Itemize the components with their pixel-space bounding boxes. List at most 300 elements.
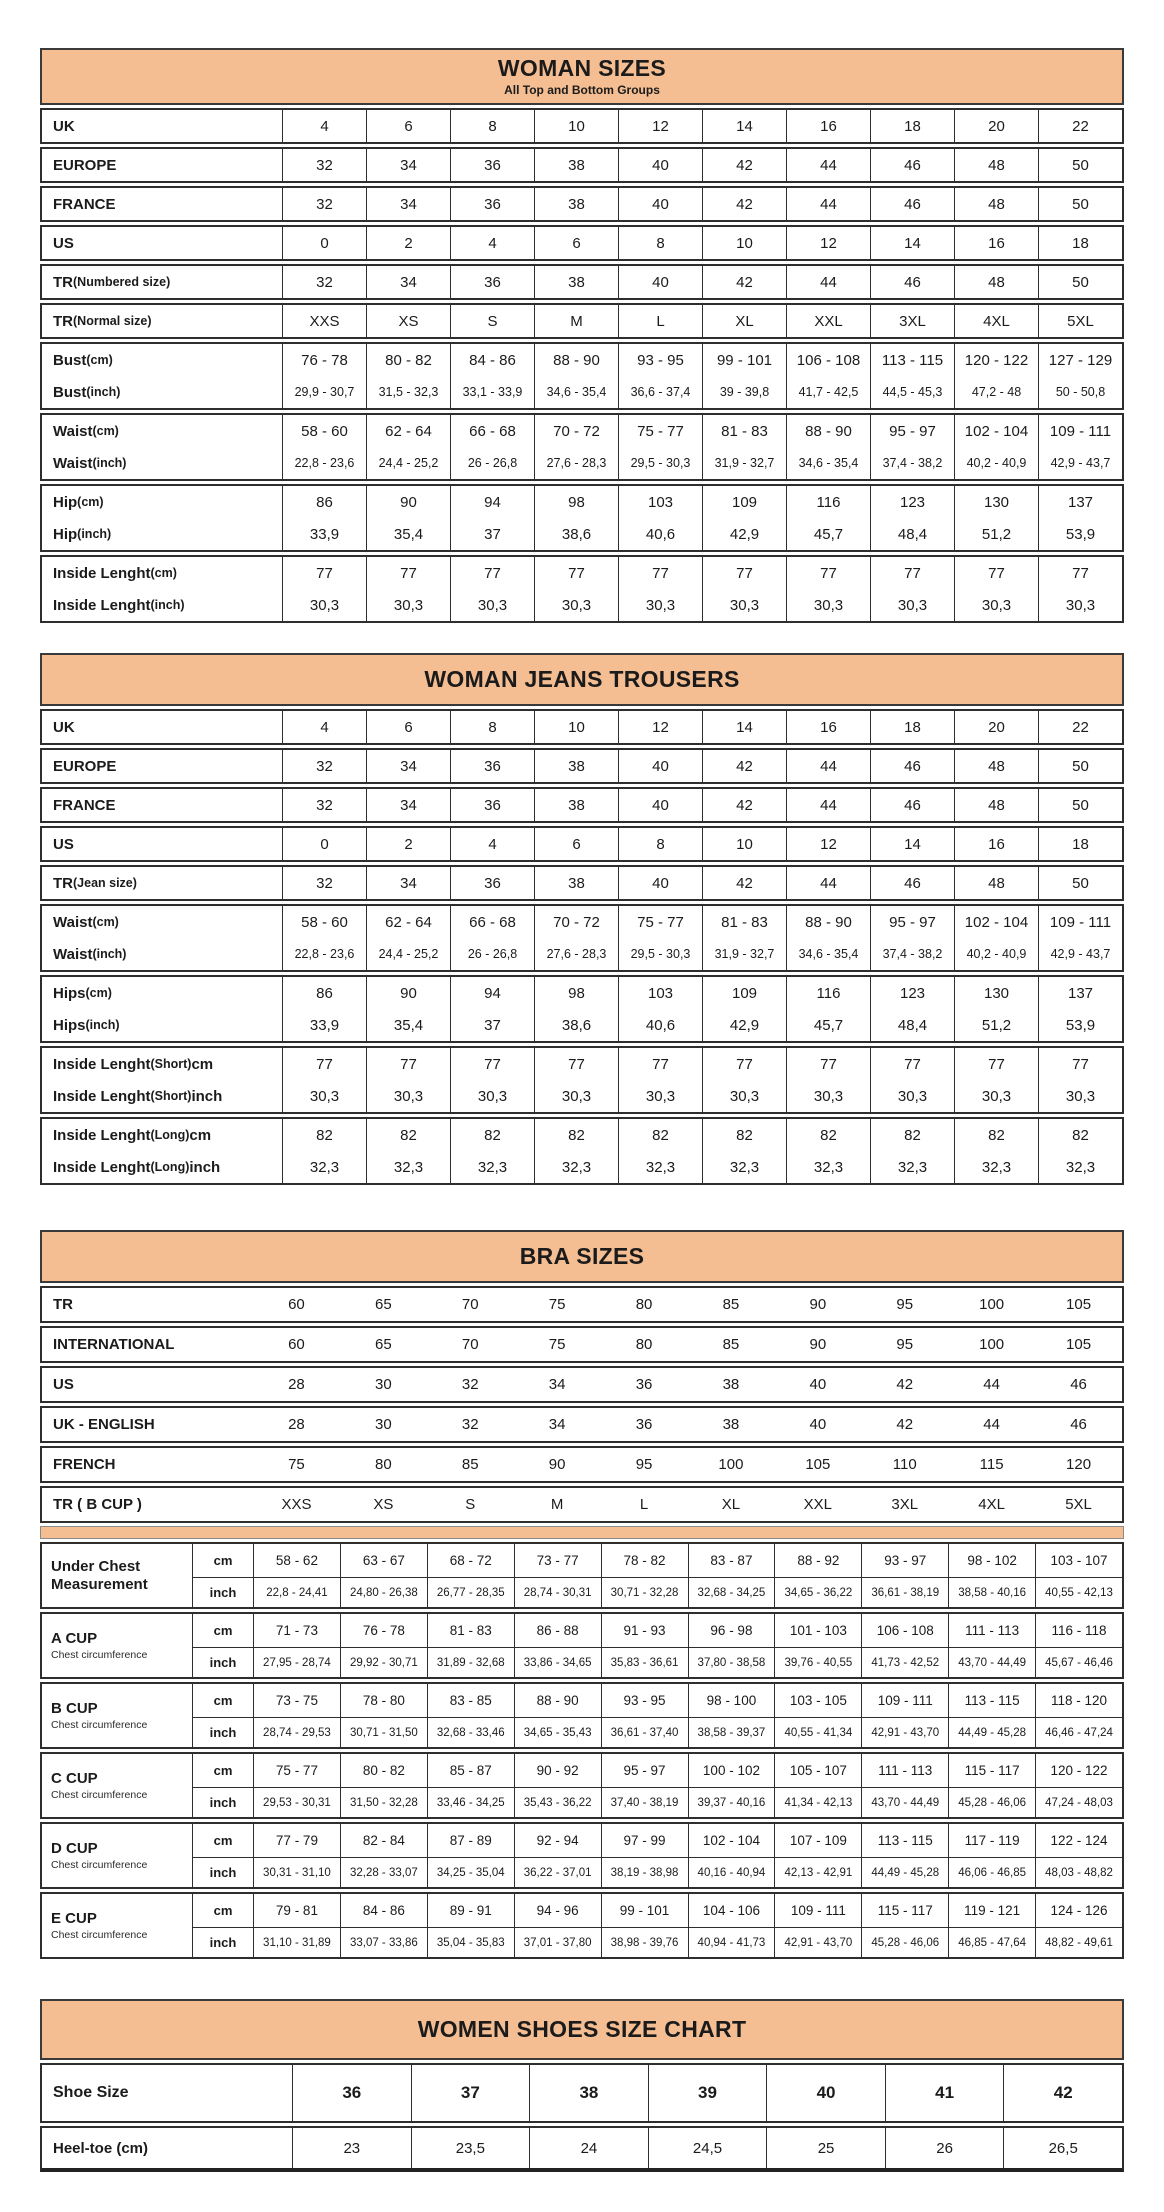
value-cell: 33,9 (282, 1009, 366, 1041)
value-cell: 22 (1038, 711, 1122, 743)
unit-cell: cm (192, 1684, 253, 1717)
value-cell: 107 - 109 (774, 1824, 861, 1857)
cup-group (40, 1542, 1124, 1609)
value-cell: 116 (786, 486, 870, 518)
value-cell: 14 (870, 227, 954, 259)
value-cell: 75 (548, 1336, 566, 1353)
row-label: TR (Numbered size) (53, 273, 171, 291)
value-cell: 4 (450, 227, 534, 259)
value-cell: 24,4 - 25,2 (366, 938, 450, 970)
value-cell: 35,83 - 36,61 (601, 1647, 688, 1677)
value-cell: 48 (954, 149, 1038, 181)
row-label: UK (53, 718, 75, 736)
table-group (40, 1446, 1124, 1483)
value-cell: 36 (450, 867, 534, 899)
value-cell: 77 (954, 557, 1038, 589)
value-cell: 70 (461, 1296, 479, 1313)
value-cell: 30,31 - 31,10 (253, 1857, 340, 1887)
value-cell: 50 - 50,8 (1038, 376, 1122, 408)
table-row (42, 227, 1122, 259)
value-cell: 5XL (1038, 305, 1122, 337)
value-cell: 38 (534, 266, 618, 298)
value-cell: 40 (766, 2065, 885, 2121)
value-cell: 30,3 (870, 1080, 954, 1112)
unit-cell: inch (192, 1857, 253, 1887)
value-cell: 28 (288, 1416, 305, 1433)
value-cell: 42 (896, 1376, 914, 1393)
value-cell: 30,3 (534, 1080, 618, 1112)
table-row (42, 188, 1122, 220)
value-cell: 111 - 113 (861, 1754, 948, 1787)
value-cell: 29,5 - 30,3 (618, 938, 702, 970)
value-cell: 32,3 (534, 1151, 618, 1183)
value-cell: 48,4 (870, 518, 954, 550)
cup-group (40, 1612, 1124, 1679)
value-cell: 115 - 117 (861, 1894, 948, 1927)
value-cell: 46,06 - 46,85 (948, 1857, 1035, 1887)
value-cell: 124 - 126 (1035, 1894, 1122, 1927)
value-cell: 51,2 (954, 518, 1038, 550)
value-cell: 44 (983, 1416, 1000, 1433)
value-cell: 46,46 - 47,24 (1035, 1717, 1122, 1747)
value-cell: 30 (375, 1416, 392, 1433)
row-label: Waist (inch) (53, 454, 127, 472)
value-cell: 30,3 (954, 1080, 1038, 1112)
value-cell: 106 - 108 (861, 1614, 948, 1647)
value-cell: M (534, 305, 618, 337)
value-cell: 40,2 - 40,9 (954, 447, 1038, 479)
value-cell: 98 (534, 977, 618, 1009)
value-cell: 26 - 26,8 (450, 447, 534, 479)
value-cell: 77 (786, 557, 870, 589)
value-cell: XS (373, 1496, 394, 1513)
value-cell: 123 (870, 977, 954, 1009)
table-group (40, 1486, 1124, 1523)
value-cell: 50 (1038, 149, 1122, 181)
woman-sizes-body (40, 108, 1124, 623)
value-cell: 25 (766, 2128, 885, 2168)
value-cell: 82 (1038, 1119, 1122, 1151)
value-cell: 31,89 - 32,68 (427, 1647, 514, 1677)
value-cell: 58 - 62 (253, 1544, 340, 1577)
woman-jeans-header (40, 653, 1124, 706)
value-cell: 90 (548, 1456, 566, 1473)
table-row (42, 1009, 1122, 1041)
value-cell: 26 - 26,8 (450, 938, 534, 970)
value-cell: 113 - 115 (948, 1684, 1035, 1717)
value-cell: 103 (618, 486, 702, 518)
value-cell: 85 (722, 1336, 740, 1353)
cup-label (42, 1614, 192, 1677)
value-cell: 34 (548, 1376, 566, 1393)
value-cell: 47,2 - 48 (954, 376, 1038, 408)
unit-cell: cm (192, 1754, 253, 1787)
value-cell: 30,3 (1038, 1080, 1122, 1112)
value-cell: 32,3 (702, 1151, 786, 1183)
value-cell: 30,3 (786, 1080, 870, 1112)
value-cell: 82 (702, 1119, 786, 1151)
value-cell: 77 (450, 1048, 534, 1080)
value-cell: 32 (461, 1416, 479, 1433)
value-cell: 36,6 - 37,4 (618, 376, 702, 408)
value-cell: 111 - 113 (948, 1614, 1035, 1647)
value-cell: 28,74 - 29,53 (253, 1717, 340, 1747)
value-cell: 6 (534, 828, 618, 860)
value-cell: 40,55 - 42,13 (1035, 1577, 1122, 1607)
value-cell: 42,91 - 43,70 (861, 1717, 948, 1747)
value-cell: 34 (366, 149, 450, 181)
row-label: Hips (inch) (53, 1016, 120, 1034)
cup-label-text: B CUP (51, 1700, 98, 1718)
table-row (42, 557, 1122, 589)
value-cell: 33,46 - 34,25 (427, 1787, 514, 1817)
value-cell: 36 (450, 266, 534, 298)
value-cell: 40,16 - 40,94 (688, 1857, 775, 1887)
value-cell: 94 - 96 (514, 1894, 601, 1927)
value-cell: 40 (618, 867, 702, 899)
value-cell: 36 (292, 2065, 411, 2121)
value-cell: 60 (288, 1296, 305, 1313)
table-row (42, 1368, 1122, 1401)
table-row (42, 867, 1122, 899)
value-cell: 40 (618, 789, 702, 821)
row-label: US (53, 835, 74, 853)
value-cell: 12 (786, 227, 870, 259)
value-cell: 8 (618, 227, 702, 259)
value-cell: 8 (450, 711, 534, 743)
value-cell: 38 (722, 1416, 740, 1433)
value-cell: 46 (870, 867, 954, 899)
value-cell: 58 - 60 (282, 906, 366, 938)
value-cell: 22,8 - 23,6 (282, 447, 366, 479)
unit-cell: inch (192, 1927, 253, 1957)
value-cell: 38,98 - 39,76 (601, 1927, 688, 1957)
value-cell: 12 (618, 110, 702, 142)
value-cell: 90 - 92 (514, 1754, 601, 1787)
value-cell: 36 (635, 1416, 653, 1433)
value-cell: 88 - 90 (786, 906, 870, 938)
value-cell: 26,5 (1003, 2128, 1122, 2168)
cup-label-text: E CUP (51, 1910, 97, 1928)
value-cell: 116 - 118 (1035, 1614, 1122, 1647)
value-cell: 26,77 - 28,35 (427, 1577, 514, 1607)
value-cell: 32 (282, 789, 366, 821)
table-group (40, 748, 1124, 784)
value-cell: 45,7 (786, 1009, 870, 1041)
value-cell: 45,28 - 46,06 (861, 1927, 948, 1957)
value-cell: 50 (1038, 750, 1122, 782)
table-row (42, 486, 1122, 518)
value-cell: 5XL (1065, 1496, 1092, 1513)
unit-cell: inch (192, 1717, 253, 1747)
value-cell: 36,61 - 37,40 (601, 1717, 688, 1747)
value-cell: 104 - 106 (688, 1894, 775, 1927)
value-cell: 36,61 - 38,19 (861, 1577, 948, 1607)
value-cell: 42 (702, 149, 786, 181)
value-cell: 85 (461, 1456, 479, 1473)
table-group (40, 787, 1124, 823)
cup-label (42, 1894, 192, 1957)
value-cell: 28,74 - 30,31 (514, 1577, 601, 1607)
value-cell: 46 (870, 789, 954, 821)
cup-label-text: C CUP (51, 1770, 98, 1788)
value-cell: XXS (281, 1496, 312, 1513)
value-cell: 24,5 (648, 2128, 767, 2168)
woman-sizes-subtitle: All Top and Bottom Groups (504, 83, 660, 97)
value-cell: 37,4 - 38,2 (870, 447, 954, 479)
value-cell: 63 - 67 (340, 1544, 427, 1577)
value-cell: 22,8 - 23,6 (282, 938, 366, 970)
value-cell: 46 (1070, 1376, 1087, 1393)
value-cell: 34 (548, 1416, 566, 1433)
value-cell: 41,73 - 42,52 (861, 1647, 948, 1677)
value-cell: 80 - 82 (366, 344, 450, 376)
value-cell: 82 (450, 1119, 534, 1151)
value-cell: 105 (805, 1456, 831, 1473)
value-cell: 77 (1038, 557, 1122, 589)
value-cell: 4XL (978, 1496, 1005, 1513)
value-cell: XXS (282, 305, 366, 337)
value-cell: XXL (786, 305, 870, 337)
value-cell: 100 (718, 1456, 744, 1473)
value-cell: 38 (534, 188, 618, 220)
value-cell: 30,3 (1038, 589, 1122, 621)
value-cell: 42 (896, 1416, 914, 1433)
value-cell: 38,6 (534, 518, 618, 550)
value-cell: 39,37 - 40,16 (688, 1787, 775, 1817)
table-row (42, 1488, 1122, 1521)
value-cell: 95 (896, 1336, 914, 1353)
value-cell: 95 - 97 (870, 906, 954, 938)
value-cell: 46,85 - 47,64 (948, 1927, 1035, 1957)
value-cell: 30,3 (702, 1080, 786, 1112)
woman-jeans-body (40, 709, 1124, 1185)
value-cell: 92 - 94 (514, 1824, 601, 1857)
value-cell: 46 (870, 750, 954, 782)
cup-label-text: Under Chest Measurement (51, 1558, 148, 1593)
value-cell: 0 (282, 227, 366, 259)
value-cell: 66 - 68 (450, 415, 534, 447)
table-group (40, 709, 1124, 745)
value-cell: 70 (461, 1336, 479, 1353)
value-cell: 29,5 - 30,3 (618, 447, 702, 479)
value-cell: 30,3 (366, 589, 450, 621)
value-cell: 30,3 (702, 589, 786, 621)
value-cell: 32 (461, 1376, 479, 1393)
value-cell: 44 (786, 789, 870, 821)
row-label: Hip (inch) (53, 525, 112, 543)
value-cell: 36 (450, 789, 534, 821)
value-cell: 27,95 - 28,74 (253, 1647, 340, 1677)
bra-sizes-table (40, 1230, 1124, 1959)
value-cell: 109 - 111 (774, 1894, 861, 1927)
row-label: Shoe Size (53, 2084, 129, 2101)
value-cell: 70 - 72 (534, 906, 618, 938)
value-cell: 44 (786, 750, 870, 782)
value-cell: 37,40 - 38,19 (601, 1787, 688, 1817)
table-group (40, 1117, 1124, 1185)
value-cell: 46 (870, 188, 954, 220)
table-row (42, 447, 1122, 479)
value-cell: 62 - 64 (366, 906, 450, 938)
value-cell: 40 (618, 149, 702, 181)
value-cell: 18 (1038, 828, 1122, 860)
value-cell: 81 - 83 (702, 906, 786, 938)
value-cell: 38,58 - 40,16 (948, 1577, 1035, 1607)
value-cell: 40,6 (618, 518, 702, 550)
table-row (42, 906, 1122, 938)
value-cell: 34 (366, 867, 450, 899)
value-cell: XL (702, 305, 786, 337)
value-cell: 39,76 - 40,55 (774, 1647, 861, 1677)
value-cell: 36 (450, 188, 534, 220)
value-cell: 6 (534, 227, 618, 259)
value-cell: 75 - 77 (253, 1754, 340, 1787)
table-row (42, 589, 1122, 621)
value-cell: 30,3 (618, 1080, 702, 1112)
value-cell: 103 - 105 (774, 1684, 861, 1717)
value-cell: 53,9 (1038, 1009, 1122, 1041)
value-cell: 102 - 104 (688, 1824, 775, 1857)
value-cell: 78 - 82 (601, 1544, 688, 1577)
cup-label-text: A CUP (51, 1630, 98, 1648)
value-cell: 82 - 84 (340, 1824, 427, 1857)
value-cell: 77 (786, 1048, 870, 1080)
value-cell: 82 (786, 1119, 870, 1151)
value-cell: 90 (366, 977, 450, 1009)
value-cell: 2 (366, 828, 450, 860)
value-cell: 33,9 (282, 518, 366, 550)
value-cell: 35,4 (366, 518, 450, 550)
value-cell: 120 - 122 (1035, 1754, 1122, 1787)
table-row (42, 1288, 1122, 1321)
value-cell: 65 (375, 1296, 392, 1313)
value-cell: 38,19 - 38,98 (601, 1857, 688, 1887)
value-cell: 31,9 - 32,7 (702, 447, 786, 479)
value-cell: 4 (282, 110, 366, 142)
value-cell: 75 - 77 (618, 415, 702, 447)
value-cell: 32 (282, 188, 366, 220)
value-cell: 100 (979, 1296, 1005, 1313)
value-cell: 120 (1066, 1456, 1092, 1473)
value-cell: 36 (450, 149, 534, 181)
value-cell: 50 (1038, 266, 1122, 298)
value-cell: 85 (722, 1296, 740, 1313)
value-cell: 83 - 85 (427, 1684, 514, 1717)
value-cell: 77 - 79 (253, 1824, 340, 1857)
cup-sublabel-text: Chest circumference (51, 1648, 148, 1661)
table-group (40, 108, 1124, 144)
value-cell: 34 (366, 750, 450, 782)
cup-group (40, 1682, 1124, 1749)
value-cell: 30,3 (282, 589, 366, 621)
value-cell: 31,9 - 32,7 (702, 938, 786, 970)
value-cell: 12 (786, 828, 870, 860)
value-cell: 44 (786, 149, 870, 181)
value-cell: 105 (1066, 1336, 1092, 1353)
value-cell: 38 (722, 1376, 740, 1393)
unit-cell: inch (192, 1787, 253, 1817)
value-cell: 105 - 107 (774, 1754, 861, 1787)
value-cell: 4XL (954, 305, 1038, 337)
value-cell: 40,2 - 40,9 (954, 938, 1038, 970)
value-cell: 89 - 91 (427, 1894, 514, 1927)
value-cell: 48 (954, 266, 1038, 298)
value-cell: 34,6 - 35,4 (534, 376, 618, 408)
value-cell: 90 (809, 1336, 827, 1353)
table-group (40, 186, 1124, 222)
value-cell: 95 - 97 (870, 415, 954, 447)
value-cell: 40 (809, 1376, 827, 1393)
value-cell: 95 (896, 1296, 914, 1313)
value-cell: 14 (702, 110, 786, 142)
value-cell: 77 (618, 1048, 702, 1080)
value-cell: 42 (702, 188, 786, 220)
value-cell: 80 (375, 1456, 392, 1473)
value-cell: 77 (870, 1048, 954, 1080)
table-group (40, 342, 1124, 410)
table-group (40, 147, 1124, 183)
value-cell: 93 - 95 (601, 1684, 688, 1717)
value-cell: 94 (450, 486, 534, 518)
value-cell: 48 (954, 750, 1038, 782)
unit-cell: cm (192, 1824, 253, 1857)
value-cell: 42 (1003, 2065, 1122, 2121)
value-cell: 38,6 (534, 1009, 618, 1041)
table-group (40, 975, 1124, 1043)
value-cell: S (450, 305, 534, 337)
row-label: Inside Lenght (Short) cm (53, 1055, 214, 1073)
table-row (42, 2065, 1122, 2121)
value-cell: 32,3 (870, 1151, 954, 1183)
value-cell: 38 (529, 2065, 648, 2121)
value-cell: 95 - 97 (601, 1754, 688, 1787)
value-cell: 42 (702, 867, 786, 899)
value-cell: 50 (1038, 867, 1122, 899)
value-cell: 23,5 (411, 2128, 530, 2168)
value-cell: 12 (618, 711, 702, 743)
cup-grid (42, 1614, 1122, 1677)
value-cell: 23 (292, 2128, 411, 2168)
value-cell: 46 (870, 266, 954, 298)
cup-group (40, 1752, 1124, 1819)
value-cell: 51,2 (954, 1009, 1038, 1041)
value-cell: 32,3 (450, 1151, 534, 1183)
unit-cell: cm (192, 1544, 253, 1577)
row-label: Inside Lenght (cm) (53, 564, 177, 582)
value-cell: 27,6 - 28,3 (534, 938, 618, 970)
value-cell: 16 (786, 711, 870, 743)
value-cell: 34 (366, 266, 450, 298)
value-cell: 30,3 (450, 589, 534, 621)
value-cell: 28 (288, 1376, 305, 1393)
value-cell: 77 (366, 557, 450, 589)
value-cell: 77 (618, 557, 702, 589)
value-cell: 83 - 87 (688, 1544, 775, 1577)
value-cell: 98 - 100 (688, 1684, 775, 1717)
cup-sublabel-text: Chest circumference (51, 1788, 148, 1801)
value-cell: 120 - 122 (954, 344, 1038, 376)
row-label: US (53, 234, 74, 252)
table-row (42, 1408, 1122, 1441)
row-label: FRANCE (53, 796, 116, 814)
value-cell: 41,34 - 42,13 (774, 1787, 861, 1817)
value-cell: 99 - 101 (702, 344, 786, 376)
value-cell: 30 (375, 1376, 392, 1393)
row-label: Inside Lenght (Short) inch (53, 1087, 223, 1105)
value-cell: 40 (618, 750, 702, 782)
table-row (42, 376, 1122, 408)
